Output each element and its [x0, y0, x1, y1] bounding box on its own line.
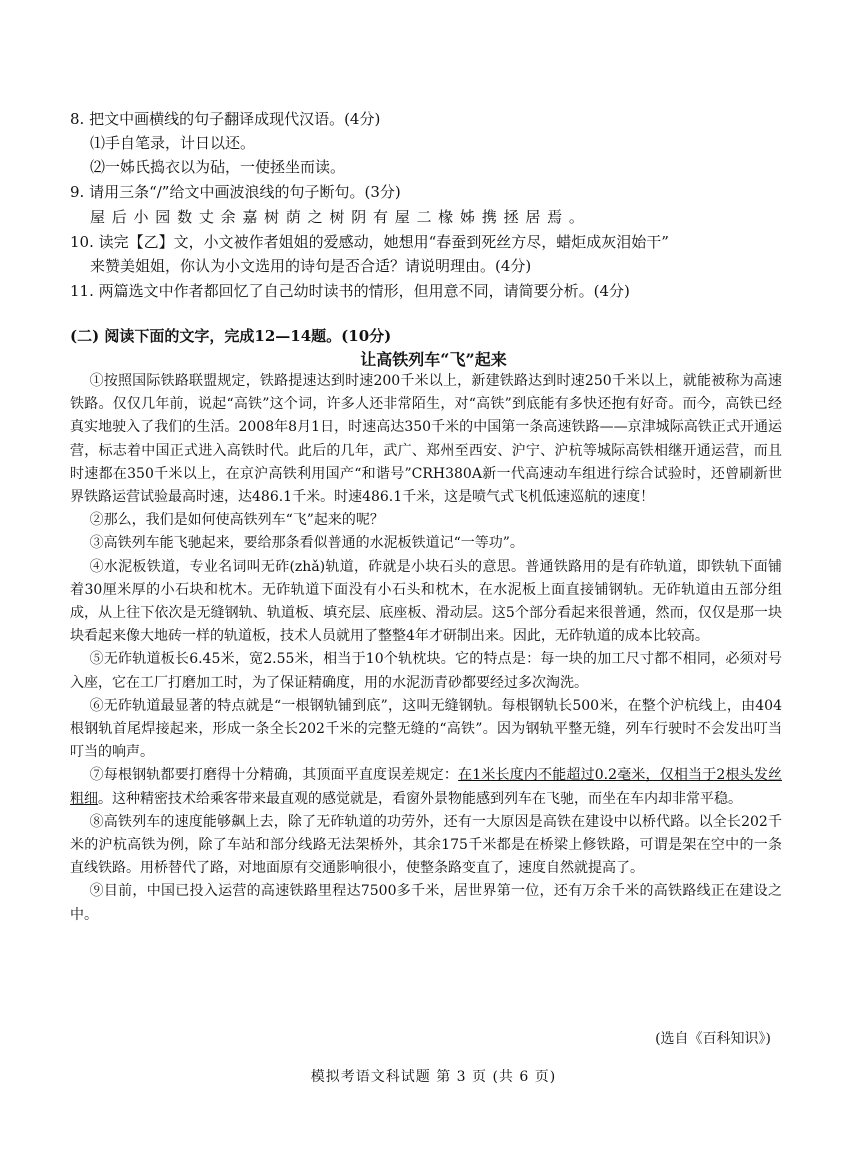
question-9-text: 屋 后 小 园 数 丈 余 嘉 树 荫 之 树 阴 有 屋 二 椽 姊 携 拯 居 焉 。 [90, 208, 585, 226]
underlined-sentence: 在1米长度内不能超过0.2毫米，仅相当于2根头发丝粗细 [70, 767, 783, 807]
question-8-item-2: ⑵一姊氏捣衣以为砧，一使拯坐而读。 [90, 158, 346, 176]
paragraph-8: ⑧高铁列车的速度能够飙上去，除了无砟轨道的功劳外，还有一大原因是高铁在建设中以桥代路。以全长202千米的沪杭高铁为例，除了车站和部分线路无法架桥外，其余175千米都是在桥梁上修铁路，可谓是架在空中的一条直线铁路。用桥替代了路，对地面原有交通影响很小，使整条路变直了，速度自然就提高了。 [70, 813, 782, 877]
section-heading: (二) 阅读下面的文字，完成12—14题。(10分) [70, 327, 392, 345]
paragraph-1: ①按照国际铁路联盟规定，铁路提速达到时速200千米以上，新建铁路达到时速250千米以上，就能被称为高速铁路。仅仅几年前，说起“高铁”这个词，许多人还非常陌生，对“高铁”到底能有多快还抱有好奇。而今，高铁已经真实地驶入了我们的生活。2008年8月1日，时速高达350千米的中国第一条高速铁路——京津城际高铁正式开通运营，标志着中国正式进入高铁时代。此后的几年，武广、郑州至西安、沪宁、沪杭等城际高铁相继开通运营，而且时速都在350千米以上，在京沪高铁利用国产“和谐号”CRH380A新一代高速动车组进行综合试验时，还曾刷新世界铁路运营试验最高时速，达486.1千米。时速486.1千米，这是喷气式飞机低速巡航的速度！ [70, 373, 782, 506]
article-source: (选自《百科知识》) [655, 1031, 771, 1047]
paragraph-7-post: 。这种精密技术给乘客带来最直观的感觉就是，看窗外景物能感到列车在飞驰，而坐在车内却非常平稳。 [98, 790, 742, 807]
paragraph-2: ②那么，我们是如何使高铁列车“飞”起来的呢？ [89, 512, 384, 529]
paragraph-3: ③高铁列车能飞驰起来，要给那条看似普通的水泥板铁道记“一等功”。 [89, 535, 524, 552]
paragraph-6: ⑥无砟轨道最显著的特点就是“一根钢轨铺到底”，这叫无缝钢轨。每根钢轨长500米，在整个沪杭线上，由404根钢轨首尾焊接起来，形成一条全长202千米的完整无缝的“高铁”。因为钢轨平整无缝，列车行驶时不会发出叮当叮当的响声。 [70, 697, 782, 761]
paragraph-5: ⑤无砟轨道板长6.45米，宽2.55米，相当于10个轨枕块。它的特点是：每一块的加工尺寸都不相同，必须对号入座，它在工厂打磨加工时，为了保证精确度，用的水泥沥青砂都要经过多次淘洗。 [70, 651, 782, 691]
article-title: 让高铁列车“飞”起来 [360, 350, 507, 369]
page-footer: 模拟考语文科试题 第 3 页 (共 6 页) [310, 1069, 557, 1085]
paragraph-7 [70, 764, 782, 810]
question-8: 8. 把文中画横线的句子翻译成现代汉语。(4分) [70, 110, 381, 128]
question-8-item-1: ⑴手自笔录，计日以还。 [90, 134, 256, 152]
paragraph-9: ⑨目前，中国已投入运营的高速铁路里程达7500多千米，居世界第一位，还有万余千米的高铁路线正在建设之中。 [70, 883, 782, 923]
question-11: 11. 两篇选文中作者都回忆了自己幼时读书的情形，但用意不同，请简要分析。(4分) [70, 282, 630, 300]
question-10-line-1: 10. 读完【乙】文，小文被作者姐姐的爱感动，她想用“春蚕到死丝方尽，蜡炬成灰泪始干” [70, 233, 669, 251]
article-body [70, 370, 782, 927]
question-10-line-2: 来赞美姐姐，你认为小文选用的诗句是否合适？请说明理由。(4分) [90, 257, 532, 275]
paragraph-7-pre: ⑦每根钢轨都要打磨得十分精确，其顶面平直度误差规定： [89, 767, 459, 784]
paragraph-4: ④水泥板铁道，专业名词叫无砟(zhǎ)轨道，砟就是小块石头的意思。普通铁路用的是有砟轨道，即铁轨下面铺着30厘米厚的小石块和枕木。无砟轨道下面没有小石头和枕木，在水泥板上面直接铺钢轨。无砟轨道由五部分组成，从上往下依次是无缝钢轨、轨道板、填充层、底座板、滑动层。这5个部分看起来很普通，然而，仅仅是那一块块看起来像大地砖一样的轨道板，技术人员就用了整整4年才研制出来。因此，无砟轨道的成本比较高。 [70, 558, 782, 645]
question-9: 9. 请用三条“/”给文中画波浪线的句子断句。(3分) [70, 183, 401, 201]
